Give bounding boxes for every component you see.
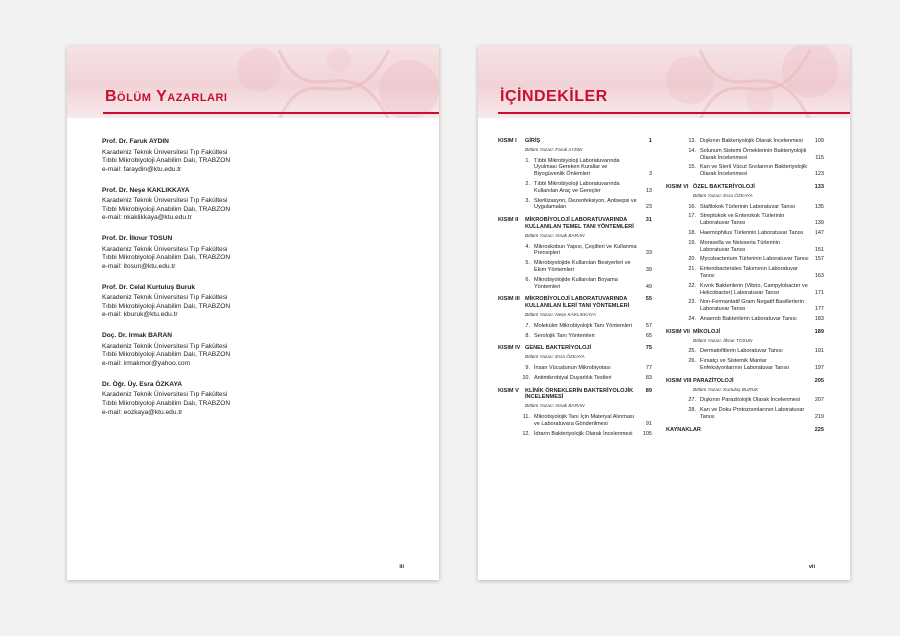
entry-page: 23 [645,204,652,211]
entry-number: 6. [525,276,530,283]
entry-page: 13 [645,187,652,194]
entry-number: 18. [688,229,696,236]
author-name: Prof. Dr. Celal Kurtuluş Buruk [102,283,196,291]
author-list [102,138,402,429]
toc-entry[interactable] [666,256,824,263]
author-department: Tıbbi Mikrobiyoloji Anabilim Dalı, TRABZON [102,302,231,310]
entry-number: 13. [688,138,696,144]
entry-title: Non-Fermantatif Gram Negatif Basillerlerin Laboratuvar Tanısı [700,299,804,313]
title-underline [103,112,439,114]
entry-number: 7. [525,322,530,329]
author-affiliation: Karadeniz Teknik Üniversitesi Tıp Fakültesi [102,148,228,156]
dna-decoration-icon [219,46,439,118]
entry-title: Mycobacterium Türlerinin Laboratuvar Tanısı [700,256,809,263]
author-entry [102,187,402,223]
toc-column-right [666,138,824,434]
toc-entry[interactable] [498,431,652,438]
entry-page: 123 [814,171,824,178]
part-page: 205 [814,377,824,384]
entry-page: 139 [814,220,824,227]
part-label: KISIM IV [498,345,521,352]
dna-decoration-icon [630,46,850,118]
entry-page: 151 [814,246,824,253]
entry-number: 15. [688,164,696,171]
toc-entry[interactable] [498,414,652,428]
authors-page [67,46,439,580]
entry-title: Fırsatçı ve Sistemik Mantar Enfeksiyonlarının Laboratuvar Tanısı [700,358,790,371]
toc-entry[interactable] [666,283,824,297]
part-author: Bölüm Yazarı: İlknur TOSUN [693,337,753,343]
part-label: KISIM VII [666,328,690,335]
author-department: Tıbbi Mikrobiyoloji Anabilim Dalı, TRABZON [102,157,231,165]
author-name: Prof. Dr. Faruk AYDIN [102,138,169,145]
toc-entry[interactable] [498,323,652,330]
entry-title: Solunum Sistemi Örneklerinin Bakteriyolojik Olarak İncelenmesi [700,147,807,161]
title-underline [498,112,850,114]
author-entry [102,332,402,368]
toc-entry[interactable] [666,164,824,178]
entry-page: 219 [814,413,824,420]
part-label: KISIM I [498,138,517,144]
part-title: MİKROBİYOLOJİ LABORATUVARINDA KULLANILAN TEMEL TANI YÖNTEMLERİ [525,217,634,230]
entry-number: 20. [688,256,696,263]
author-email: e-mail: irmakmor@yahoo.com [102,360,191,368]
entry-number: 14. [688,147,696,154]
part-author: Bölüm Yazarı: Faruk AYDIN [525,146,583,152]
entry-page: 197 [814,364,824,371]
entry-title: Kan ve Doku Protozoonlarının Laboratuvar Tanısı [700,407,805,420]
part-label: KISIM II [498,217,519,224]
entry-title: Mikrobiyolojik Tanı İçin Materyal Alınması ve Laboratuvara Gönderilmesi [534,413,635,427]
part-page: 1 [648,138,652,144]
part-page: 55 [645,296,652,303]
entry-number: 11. [522,413,530,420]
author-affiliation: Karadeniz Teknik Üniversitesi Tıp Fakültesi [102,391,228,399]
author-affiliation: Karadeniz Teknik Üniversitesi Tıp Fakültesi [102,342,228,350]
part-title: MİKROBİYOLOJİ LABORATUVARINDA KULLANILAN İLERİ TANI YÖNTEMLERİ [525,296,630,310]
toc-entry[interactable] [498,198,652,212]
entry-page: 49 [645,283,652,290]
toc-entry[interactable] [498,244,652,258]
part-label: KISIM VIII [666,377,692,384]
entry-title: Enterobacterales Takımının Laboratuvar Tanısı [700,266,798,279]
entry-number: 4. [525,243,530,250]
author-affiliation: Karadeniz Teknik Üniversitesi Tıp Fakültesi [102,294,228,302]
page-title: Bölüm Yazarları [105,88,228,105]
entry-title: Mikrobiyolojide Kullanılan Besiyerleri ve Ekim Yöntemleri [534,260,631,273]
toc-entry[interactable] [666,266,824,280]
entry-title: İnsan Vücudunun Mikrobiyotası [534,364,611,371]
toc-entry[interactable] [498,375,652,382]
entry-number: 24. [688,315,696,322]
part-label: KISIM VI [666,183,689,190]
toc-entry[interactable] [666,407,824,421]
part-label: KISIM V [498,387,519,394]
header-banner [67,46,439,118]
entry-number: 27. [688,397,696,404]
author-department: Tıbbi Mikrobiyoloji Anabilim Dalı, TRABZON [102,400,231,407]
toc-entry[interactable] [666,148,824,162]
part-title: KLİNİK ÖRNEKLERİN BAKTERİYOLOJİK İNCELENMESİ [525,387,634,401]
entry-page: 39 [645,266,652,273]
toc-entry[interactable] [498,181,652,195]
entry-number: 12. [522,430,530,437]
toc-part[interactable] [666,329,824,336]
toc-references[interactable] [666,427,824,434]
entry-page: 183 [814,315,824,322]
entry-page: 147 [814,229,824,236]
page-number: iii [399,564,404,570]
toc-part[interactable] [498,345,652,352]
author-affiliation: Karadeniz Teknik Üniversitesi Tıp Fakültesi [102,245,228,253]
toc-entry[interactable] [666,348,824,355]
entry-title: Stafilokok Türlerinin Laboratuvar Tanısı [700,203,796,210]
toc-entry[interactable] [498,333,652,340]
entry-number: 26. [688,358,696,365]
entry-page: 207 [814,397,824,404]
entry-number: 10. [522,374,530,381]
references-title: KAYNAKLAR [666,426,701,433]
toc-entry[interactable] [666,230,824,237]
toc-entry[interactable] [498,260,652,274]
toc-entry[interactable] [666,204,824,211]
part-page: 75 [645,345,652,352]
toc-part[interactable] [666,378,824,385]
header-banner [478,46,850,118]
entry-number: 19. [688,239,696,246]
entry-title: Kan ve Steril Vücut Sıvılarının Bakteriyolojik Olarak İncelenmesi [700,164,807,178]
entry-title: Streptokok ve Enterokok Türlerinin Laboratuvar Tanısı [700,213,785,227]
entry-number: 9. [525,364,530,371]
entry-title: Serolojik Tanı Yöntemleri [534,332,595,339]
toc-part[interactable] [498,138,652,145]
entry-number: 8. [525,332,530,339]
toc-entry[interactable] [498,277,652,291]
author-entry [102,138,402,174]
entry-title: Sterilizasyon, Dezenfeksiyon, Antisepsi ve Uygulamaları [534,197,637,211]
entry-page: 57 [645,322,652,329]
author-department: Tıbbi Mikrobiyoloji Anabilim Dalı, TRABZON [102,205,231,213]
entry-number: 1. [525,157,530,164]
part-author: Bölüm Yazarı: Esra ÖZKAYA [525,354,585,360]
toc-part[interactable] [498,296,652,310]
entry-number: 3. [525,197,530,204]
entry-title: Kıvrık Bakterilerin (Vibrio, Campylobacter ve Helicobacter) Laboratuvar Tanısı [700,282,808,296]
entry-title: İdrarın Bakteriyolojik Olarak İncelenmesi [534,430,633,437]
entry-page: 3 [648,171,652,178]
entry-page: 33 [645,250,652,257]
author-email: e-mail: itosun@ktu.edu.tr [102,262,176,270]
part-title: GİRİŞ [525,138,541,144]
toc-entry[interactable] [666,299,824,313]
toc-entry[interactable] [666,213,824,227]
toc-entry[interactable] [498,365,652,372]
author-name: Dr. Öğr. Üy. Esra ÖZKAYA [102,380,183,388]
entry-page: 177 [814,306,824,313]
entry-title: Dermatofitlerin Laboratuvar Tanısı [700,348,783,355]
page-number: vii [808,564,815,570]
entry-page: 91 [645,420,652,427]
toc-entry[interactable] [666,358,824,372]
entry-number: 17. [688,213,696,220]
entry-title: Moleküler Mikrobiyolojik Tanı Yöntemleri [534,322,632,329]
part-author: Bölüm Yazarı: Kurtuluş BURUK [693,386,759,392]
entry-page: 77 [645,364,652,371]
entry-number: 5. [525,260,530,267]
entry-title: Anaerob Bakterilerin Laboratuvar Tanısı [700,315,797,322]
page-title: İÇİNDEKİLER [500,88,608,105]
author-name: Prof. Dr. Neşe KAKLIKKAYA [102,186,190,194]
entry-number: 23. [688,299,696,306]
references-page: 225 [814,426,824,433]
part-title: GENEL BAKTERİYOLOJİ [525,345,592,352]
entry-number: 28. [688,407,696,414]
entry-number: 2. [525,180,530,187]
part-label: KISIM III [498,296,520,303]
author-email: e-mail: nkaklikkaya@ktu.edu.tr [102,214,192,222]
entry-title: Antimikrobiyal Duyarlılık Testleri [534,374,612,381]
author-entry [102,284,402,320]
entry-page: 115 [815,154,824,161]
entry-title: Tıbbi Mikrobiyoloji Laboratuvarında Uyulması Gereken Kurallar ve Biyogüvenlik Önlemleri [534,157,620,178]
toc-entry[interactable] [666,240,824,254]
author-affiliation: Karadeniz Teknik Üniversitesi Tıp Fakültesi [102,197,228,205]
toc-entry[interactable] [666,316,824,323]
author-department: Tıbbi Mikrobiyoloji Anabilim Dalı, TRABZON [102,254,231,262]
author-name: Doç. Dr. Irmak BARAN [102,332,172,340]
part-title: PARAZİTOLOJİ [693,377,734,384]
entry-page: 163 [814,272,824,279]
entry-page: 157 [814,256,824,263]
part-title: ÖZEL BAKTERİYOLOJİ [693,183,755,190]
entry-number: 22. [688,282,696,289]
entry-title: Dışkının Bakteriyolojik Olarak İncelenmesi [700,138,803,144]
part-page: 31 [645,217,652,224]
entry-page: 191 [814,348,824,355]
entry-page: 109 [814,138,824,144]
part-page: 189 [814,328,824,335]
part-page: 133 [814,183,824,190]
part-title: MİKOLOJİ [693,328,721,335]
entry-title: Dışkının Parazitolojik Olarak İncelenmesi [700,397,800,404]
entry-page: 65 [645,332,652,339]
author-name: Prof. Dr. İlknur TOSUN [102,235,173,243]
author-email: e-mail: eozkaya@ktu.edu.tr [102,408,183,416]
part-author: Bölüm Yazarı: Irmak BARAN [525,232,585,238]
entry-page: 135 [814,203,824,210]
entry-page: 83 [645,374,652,381]
entry-page: 105 [642,430,652,437]
toc-part[interactable] [498,217,652,231]
toc-part[interactable] [498,388,652,402]
entry-title: Haemophilus Türlerinin Laboratuvar Tanısı [700,229,804,236]
part-page: 89 [645,387,652,394]
contents-page [478,46,850,580]
author-email: e-mail: faraydin@ktu.edu.tr [102,165,182,173]
author-entry [102,381,402,417]
entry-title: Moraxella ve Neisseria Türlerinin Laboratuvar Tanısı [700,239,780,253]
entry-number: 25. [688,348,696,355]
part-author: Bölüm Yazarı: Esra ÖZKAYA [693,192,753,198]
entry-title: Mikrobiyolojide Kullanılan Boyama Yöntemleri [534,276,618,290]
toc-entry[interactable] [498,158,652,178]
part-author: Bölüm Yazarı: Neşe KAKLIKKAYA [525,311,596,317]
part-author: Bölüm Yazarı: Irmak BARAN [525,403,585,409]
toc-entry[interactable] [666,138,824,145]
entry-number: 21. [688,266,696,273]
entry-number: 16. [688,203,696,210]
toc-column-left [498,138,652,440]
toc-part[interactable] [666,184,824,191]
entry-title: Mikroskobun Yapısı, Çeşitleri ve Kullanma Prensipleri [534,243,637,257]
author-entry [102,235,402,271]
entry-page: 171 [814,289,824,296]
author-department: Tıbbi Mikrobiyoloji Anabilim Dalı, TRABZON [102,351,231,359]
author-email: e-mail: kburuk@ktu.edu.tr [102,311,178,319]
toc-entry[interactable] [666,397,824,404]
entry-title: Tıbbi Mikrobiyoloji Laboratuvarında Kullanılan Araç ve Gereçler [534,180,620,194]
